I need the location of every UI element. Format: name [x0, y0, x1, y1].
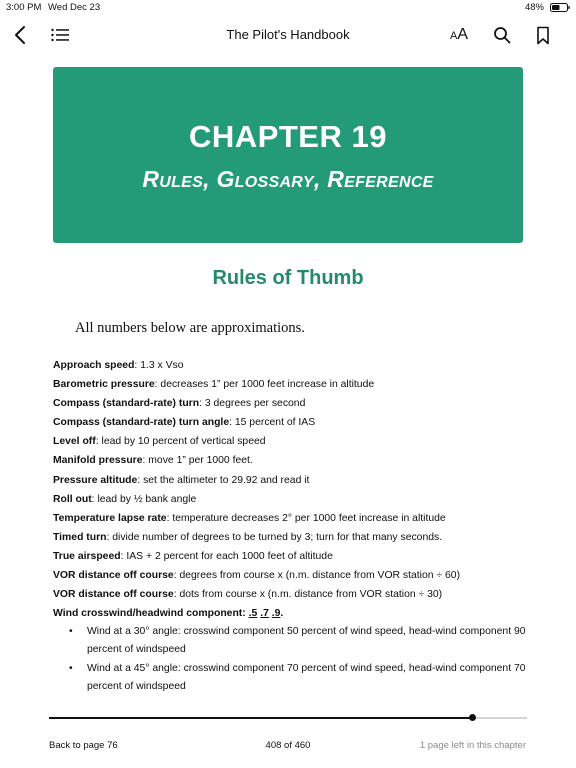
back-button[interactable]: [6, 21, 34, 49]
progress-fill: [49, 717, 473, 719]
reader-toolbar: [0, 18, 576, 52]
rules-list: [53, 356, 533, 623]
font-size-button[interactable]: [445, 21, 473, 49]
page-progress-slider[interactable]: [49, 717, 527, 719]
rule-term: Compass (standard-rate) turn: [53, 398, 200, 410]
rule-term: VOR distance off course: [53, 570, 174, 582]
rule-term: Wind crosswind/headwind component: .5 .7 .9.: [53, 608, 284, 620]
bookmark-icon: [536, 26, 550, 45]
rule-term: Compass (standard-rate) turn angle: [53, 417, 230, 429]
rule-term: Timed turn: [53, 531, 107, 543]
battery-percent: 48%: [524, 2, 544, 13]
search-button[interactable]: [488, 21, 516, 49]
wind-value: .5: [248, 608, 258, 620]
rule-text: : dots from course x (n.m. distance from VOR station ÷ 30): [173, 589, 443, 601]
rule-text: : move 1” per 1000 feet.: [142, 455, 253, 467]
rule-term: Approach speed: [53, 360, 135, 371]
rule-term: Barometric pressure: [53, 379, 155, 391]
rule-item: [53, 394, 533, 413]
rule-term: Temperature lapse rate: [53, 512, 167, 524]
bullet-icon: •: [69, 626, 73, 637]
chevron-left-icon: [13, 25, 27, 45]
rule-item: [53, 490, 533, 509]
wind-bullet-item: [53, 623, 533, 659]
rule-text: : IAS + 2 percent for each 1000 feet of altitude: [120, 550, 333, 562]
rule-text: : 1.3 x Vso: [134, 360, 184, 371]
rule-term: Pressure altitude: [53, 474, 138, 486]
rule-text: : 15 percent of IAS: [229, 417, 316, 429]
chapter-subtitle: Rules, Glossary, Reference: [142, 166, 434, 192]
rule-term: VOR distance off course: [53, 589, 174, 601]
status-date: Wed Dec 23: [48, 2, 101, 13]
rule-item: [53, 509, 533, 528]
table-of-contents-button[interactable]: [46, 21, 74, 49]
rule-item: [53, 451, 533, 470]
rule-term: Manifold pressure: [53, 455, 143, 467]
status-bar: [0, 0, 576, 16]
rule-text: : temperature decreases 2° per 1000 feet increase in altitude: [166, 512, 446, 524]
rule-text: : lead by 10 percent of vertical speed: [95, 436, 266, 448]
status-time: 3:00 PM: [6, 2, 42, 13]
battery-icon: [550, 3, 570, 12]
wind-value: .9: [271, 608, 281, 620]
pages-left-in-chapter: 1 page left in this chapter: [419, 740, 526, 751]
intro-text: All numbers below are approximations.: [75, 320, 305, 336]
rule-text: : set the altimeter to 29.92 and read it: [137, 474, 310, 486]
rule-item: [53, 375, 533, 394]
rule-item: [53, 471, 533, 490]
rule-item: [53, 585, 533, 604]
wind-bullet-text: Wind at a 45° angle: crosswind component 70 percent of wind speed, head-wind component 70 percent of windspeed: [87, 663, 526, 692]
wind-value: .7: [260, 608, 269, 620]
bookmark-button[interactable]: [529, 21, 557, 49]
rule-item: [53, 432, 533, 451]
rule-item: [53, 528, 533, 547]
section-heading: Rules of Thumb: [212, 267, 364, 289]
rule-text: : degrees from course x (n.m. distance from VOR station ÷ 60): [173, 570, 461, 582]
bullet-icon: •: [69, 663, 73, 674]
rule-text: : decreases 1” per 1000 feet increase in altitude: [154, 379, 375, 391]
rule-term: True airspeed: [53, 550, 121, 562]
search-icon: [493, 26, 511, 44]
rule-term: Level off: [53, 436, 96, 448]
rule-item-wind: [53, 604, 533, 623]
rule-text: : 3 degrees per second: [199, 398, 306, 410]
progress-thumb[interactable]: [469, 714, 476, 721]
rule-term: Roll out: [53, 493, 92, 505]
rule-item: [53, 413, 533, 432]
page-count: 408 of 460: [265, 740, 311, 751]
chapter-heading: CHAPTER 19: [189, 119, 387, 154]
wind-bullet-text: Wind at a 30° angle: crosswind component 50 percent of wind speed, head-wind component 90 percent of windspeed: [87, 626, 526, 655]
wind-bullet-item: [53, 660, 533, 696]
chapter-banner: [53, 67, 523, 243]
rule-text: : lead by ½ bank angle: [91, 493, 197, 505]
font-size-icon: AA: [449, 26, 468, 43]
back-to-page-link[interactable]: Back to page 76: [49, 740, 118, 751]
rule-item: [53, 547, 533, 566]
rule-text: : divide number of degrees to be turned by 3; turn for that many seconds.: [106, 531, 443, 543]
wind-bullet-list: [53, 623, 533, 697]
book-title: The Pilot's Handbook: [226, 27, 350, 42]
rule-item: [53, 356, 533, 375]
rule-item: [53, 566, 533, 585]
list-icon: [51, 28, 69, 42]
